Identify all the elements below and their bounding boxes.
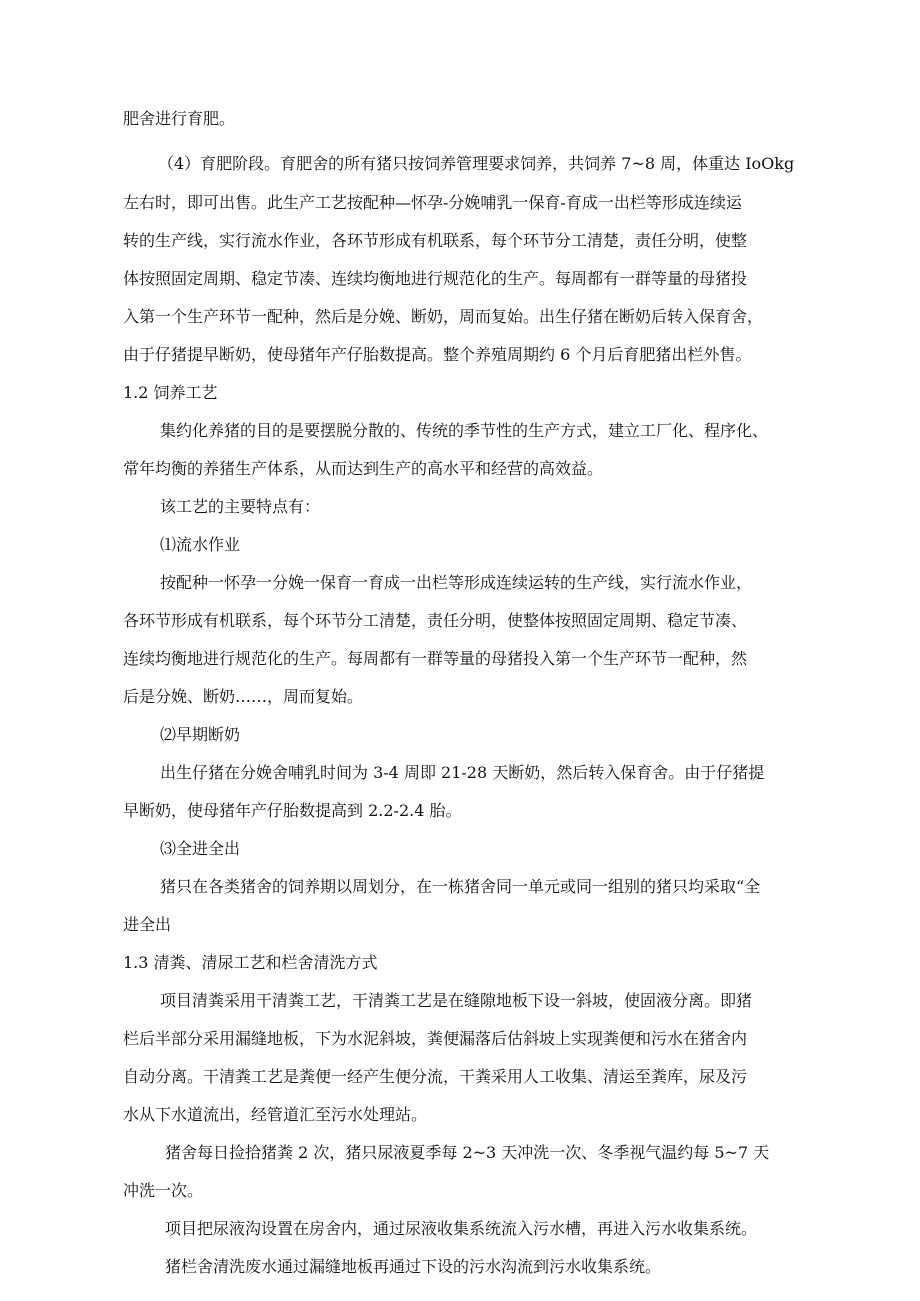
body-text-line: 各环节形成有机联系，每个环节分工清楚，责任分明，使整体按照固定周期、稳定节凑、 — [123, 611, 748, 630]
section-heading: 1.3 清粪、清尿工艺和栏舍清洗方式 — [123, 953, 378, 972]
body-text-line: 后是分娩、断奶……，周而复始。 — [123, 687, 364, 706]
body-text-line: 体按照固定周期、稳定节凑、连续均衡地进行规范化的生产。每周都有一群等量的母猪投 — [123, 269, 748, 288]
body-text-line: 按配种一怀孕一分娩一保育一育成一出栏等形成连续运转的生产线，实行流水作业， — [160, 573, 753, 592]
body-text-line: 猪只在各类猪舍的饲养期以周划分，在一栋猪舍同一单元或同一组别的猪只均采取“全 — [160, 877, 761, 896]
body-text-line: 左右时，即可出售。此生产工艺按配种—怀孕-分娩哺乳一保育-育成一出栏等形成连续运 — [123, 193, 742, 212]
list-subheading: ⑴流水作业 — [160, 535, 241, 554]
body-text-line: 集约化养猪的目的是要摆脱分散的、传统的季节性的生产方式，建立工厂化、程序化、 — [160, 421, 769, 440]
section-heading: 1.2 饲养工艺 — [123, 383, 218, 402]
body-text-line: （4）育肥阶段。育肥舍的所有猪只按饲养管理要求饲养，共饲养 7~8 周，体重达 IoOkg — [158, 154, 795, 173]
body-text-line: 进全出 — [123, 915, 172, 934]
body-text-line: 常年均衡的养猪生产体系，从而达到生产的高水平和经营的高效益。 — [123, 459, 604, 478]
body-text-line: 栏后半部分采用漏缝地板，下为水泥斜坡，粪便漏落后估斜坡上实现粪便和污水在猪舍内 — [123, 1029, 748, 1048]
body-text-line: 冲洗一次。 — [123, 1181, 204, 1200]
body-text-line: 出生仔猪在分娩舍哺乳时间为 3-4 周即 21-28 天断奶，然后转入保育舍。由于仔猪提 — [160, 763, 765, 782]
body-text-line: 入第一个生产环节一配种，然后是分娩、断奶，周而复始。出生仔猪在断奶后转入保育舍， — [123, 307, 764, 326]
body-text-line: 由于仔猪提早断奶，使母猪年产仔胎数提高。整个养殖周期约 6 个月后育肥猪出栏外售。 — [123, 345, 752, 364]
list-subheading: ⑶全进全出 — [160, 839, 241, 858]
body-text-line: 转的生产线，实行流水作业，各环节形成有机联系，每个环节分工清楚，责任分明，使整 — [123, 231, 748, 250]
body-text-line: 早断奶，使母猪年产仔胎数提高到 2.2-2.4 胎。 — [123, 801, 462, 820]
body-text-line: 猪栏舍清洗废水通过漏缝地板再通过下设的污水沟流到污水收集系统。 — [165, 1257, 662, 1276]
body-text-line: 项目清粪采用干清粪工艺，干清粪工艺是在缝隙地板下设一斜坡，使固液分离。即猪 — [160, 991, 753, 1010]
body-text-line: 该工艺的主要特点有： — [160, 497, 321, 516]
body-text-line: 肥舍进行育肥。 — [123, 109, 236, 128]
body-text-line: 连续均衡地进行规范化的生产。每周都有一群等量的母猪投入第一个生产环节一配种，然 — [123, 649, 748, 668]
body-text-line: 项目把尿液沟设置在房舍内，通过尿液收集系统流入污水槽，再进入污水收集系统。 — [165, 1219, 758, 1238]
list-subheading: ⑵早期断奶 — [160, 725, 241, 744]
body-text-line: 猪舍每日捡拾猪粪 2 次，猪只尿液夏季每 2~3 天冲洗一次、冬季视气温约每 5~7 天 — [165, 1143, 770, 1162]
body-text-line: 水从下水道流出，经管道汇至污水处理站。 — [123, 1105, 428, 1124]
body-text-line: 自动分离。干清粪工艺是粪便一经产生便分流，干粪采用人工收集、清运至粪库，尿及污 — [123, 1067, 748, 1086]
